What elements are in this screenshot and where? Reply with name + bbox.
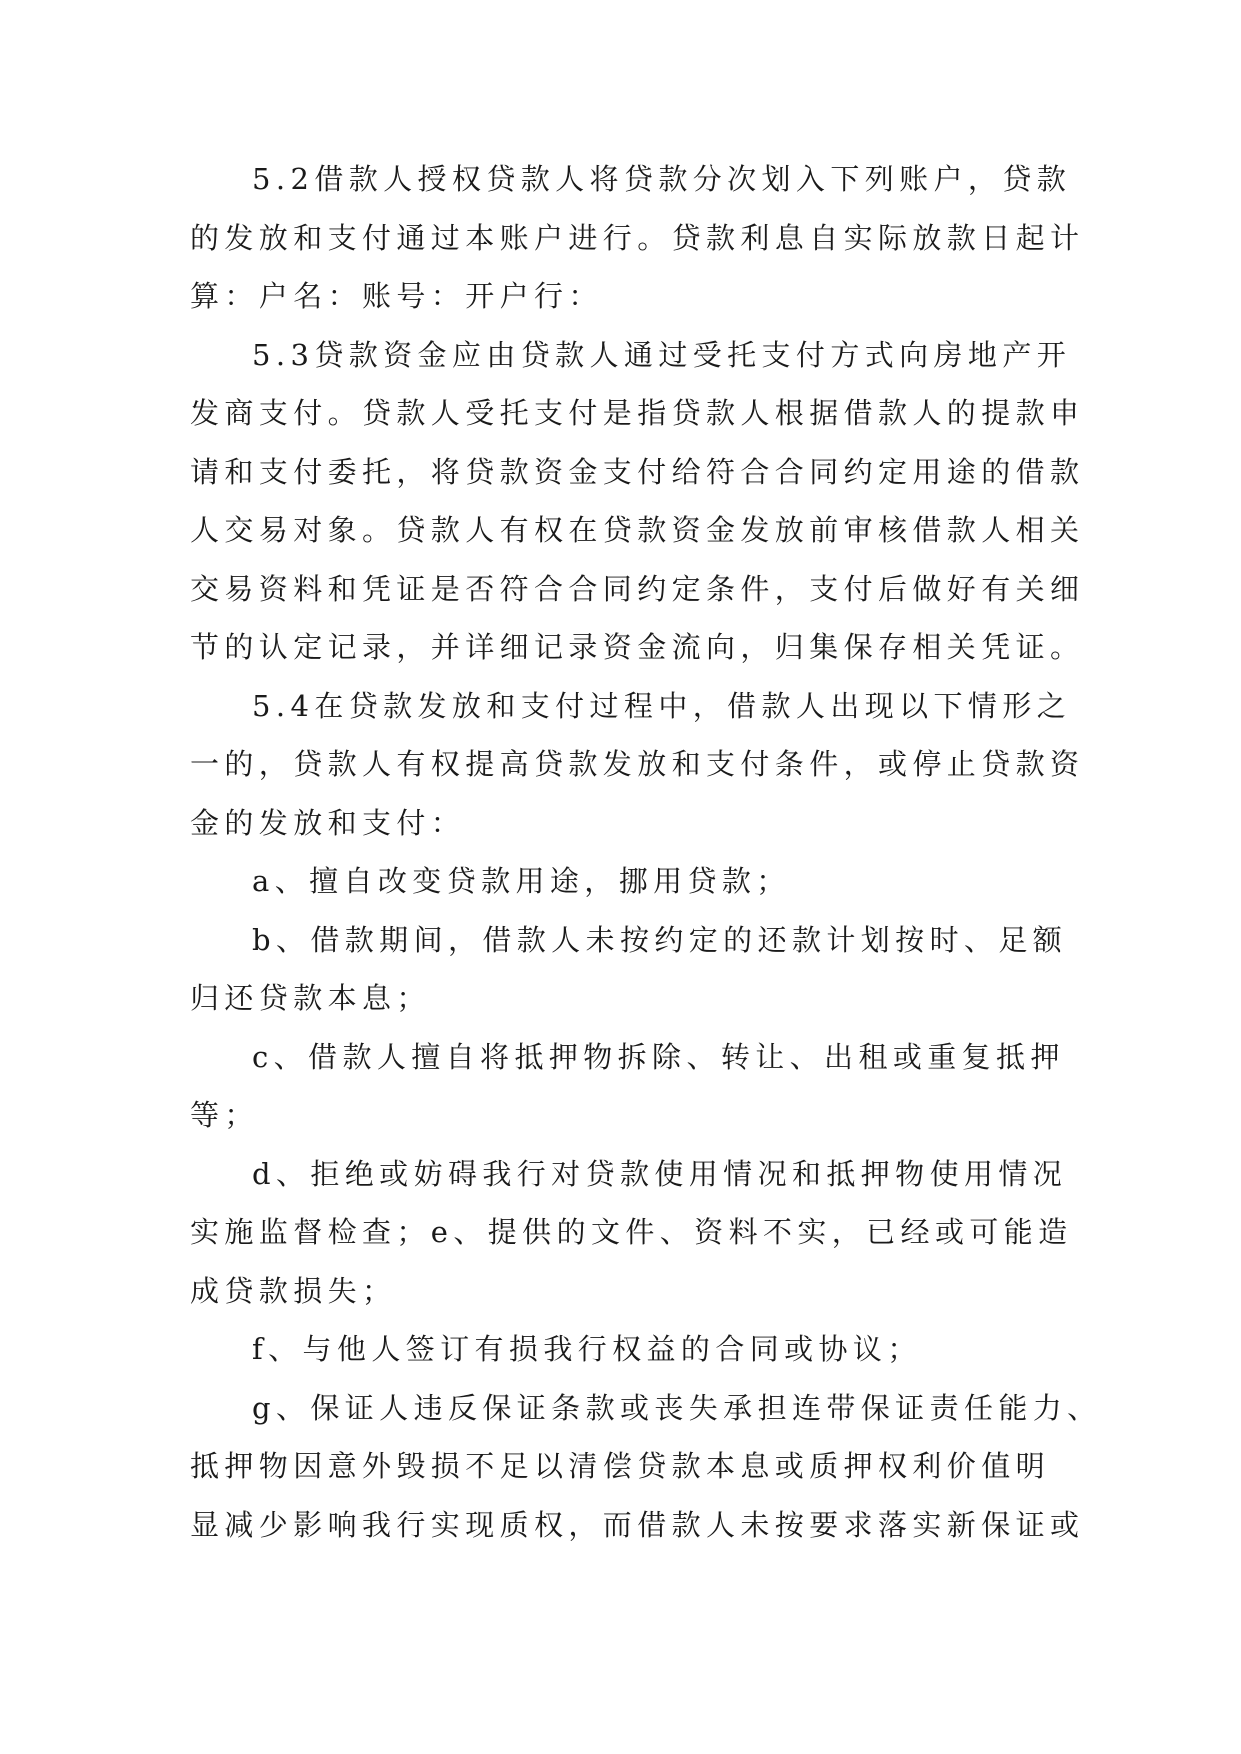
text-line: 5.3贷款资金应由贷款人通过受托支付方式向房地产开: [252, 337, 1072, 372]
text-line: 节的认定记录，并详细记录资金流向，归集保存相关凭证。: [190, 630, 1085, 664]
list-item-line: f、与他人签订有损我行权益的合同或协议；: [252, 1332, 922, 1366]
text-line: 交易资料和凭证是否符合合同约定条件，支付后做好有关细: [190, 571, 1085, 606]
text-line: 请和支付委托，将贷款资金支付给符合合同约定用途的借款: [190, 454, 1085, 489]
text-line: 实施监督检查；e、提供的文件、资料不实，已经或可能造: [190, 1215, 1073, 1249]
list-item-line: b、借款期间，借款人未按约定的还款计划按时、足额: [252, 922, 1068, 957]
text-line: 金的发放和支付：: [190, 805, 466, 840]
text-line: 的发放和支付通过本账户进行。贷款利息自实际放款日起计: [190, 220, 1085, 255]
text-line: 5.4在贷款发放和支付过程中，借款人出现以下情形之: [252, 688, 1072, 723]
text-line: 抵押物因意外毁损不足以清偿贷款本息或质押权利价值明: [190, 1449, 1051, 1483]
text-line: 显减少影响我行实现质权，而借款人未按要求落实新保证或: [190, 1507, 1085, 1542]
text-line: 归还贷款本息；: [190, 981, 431, 1015]
text-line: 5.2借款人授权贷款人将贷款分次划入下列账户，贷款: [252, 162, 1072, 196]
text-line: 发商支付。贷款人受托支付是指贷款人根据借款人的提款申: [190, 396, 1085, 430]
list-item-line: d、拒绝或妨碍我行对贷款使用情况和抵押物使用情况: [252, 1156, 1068, 1191]
text-line: 等；: [190, 1098, 259, 1132]
list-item-line: a、擅自改变贷款用途，挪用贷款；: [252, 864, 791, 898]
list-item-line: g、保证人违反保证条款或丧失承担连带保证责任能力、: [252, 1390, 1102, 1425]
contract-text-block: [190, 150, 1102, 1554]
list-item-line: c、借款人擅自将抵押物拆除、转让、出租或重复抵押: [252, 1039, 1065, 1074]
text-line: 成贷款损失；: [190, 1273, 397, 1308]
text-line: 人交易对象。贷款人有权在贷款资金发放前审核借款人相关: [190, 513, 1085, 547]
text-line: 一的，贷款人有权提高贷款发放和支付条件，或停止贷款资: [190, 747, 1085, 781]
text-line: 算：户名：账号：开户行：: [190, 279, 603, 313]
